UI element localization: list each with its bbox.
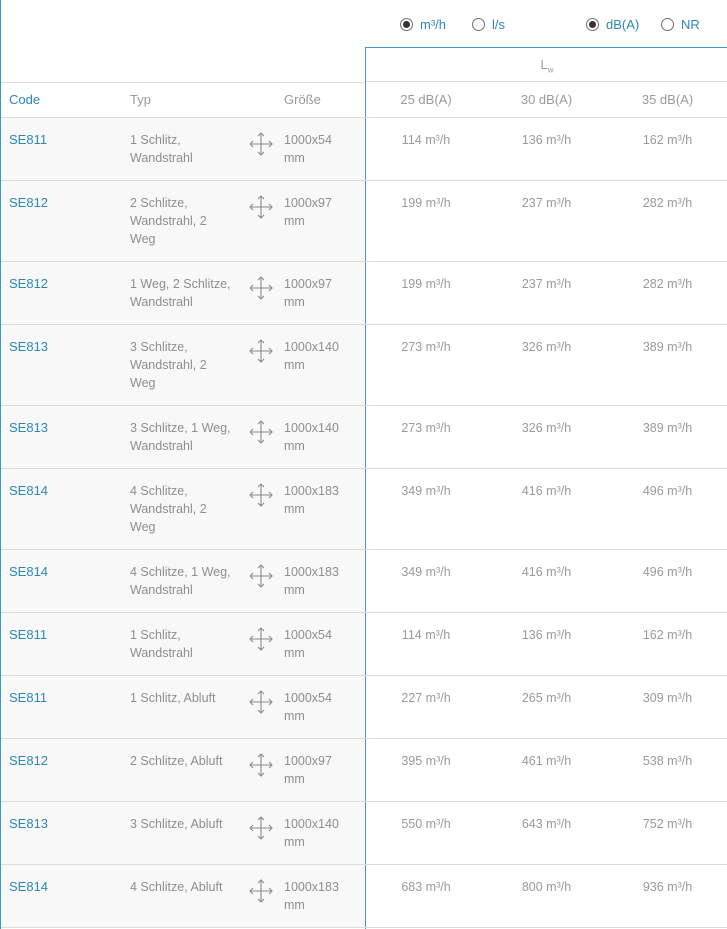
airflow-30dba: 326 m³/h [521, 421, 572, 435]
airflow-35dba: 162 m³/h [642, 628, 693, 642]
airflow-30dba: 136 m³/h [521, 628, 572, 642]
airflow-35dba: 538 m³/h [642, 754, 693, 768]
move-arrows-icon[interactable] [248, 626, 274, 652]
product-type: 4 Schlitze, Wandstrahl, 2 Weg [130, 484, 207, 534]
airflow-25dba: 199 m³/h [401, 277, 451, 291]
product-type: 3 Schlitze, Wandstrahl, 2 Weg [130, 340, 207, 390]
airflow-25dba: 349 m³/h [401, 565, 451, 579]
airflow-35dba: 389 m³/h [642, 340, 693, 354]
airflow-30dba: 416 m³/h [521, 565, 572, 579]
product-code-link[interactable]: SE812 [9, 753, 49, 768]
move-arrows-icon[interactable] [248, 563, 274, 589]
table-body [1, 118, 727, 928]
airflow-30dba: 416 m³/h [521, 484, 572, 498]
product-type: 1 Schlitz, Wandstrahl [130, 628, 193, 660]
noise-unit-nr-radio[interactable] [661, 17, 700, 32]
product-type: 4 Schlitze, 1 Weg, Wandstrahl [130, 565, 231, 597]
product-code-link[interactable]: SE811 [9, 132, 48, 147]
table-row [1, 676, 727, 739]
airflow-30dba: 237 m³/h [521, 277, 572, 291]
table-row [1, 325, 727, 406]
airflow-30dba: 265 m³/h [521, 691, 572, 705]
airflow-25dba: 550 m³/h [401, 817, 451, 831]
airflow-25dba: 683 m³/h [401, 880, 451, 894]
product-code-link[interactable]: SE814 [9, 564, 49, 579]
product-type: 2 Schlitze, Wandstrahl, 2 Weg [130, 196, 207, 246]
table-row [1, 181, 727, 262]
product-size: 1000x97 mm [284, 196, 332, 228]
product-size: 1000x54 mm [284, 628, 332, 660]
table-row [1, 865, 727, 928]
airflow-25dba: 395 m³/h [401, 754, 451, 768]
airflow-35dba: 496 m³/h [642, 484, 693, 498]
radio-indicator [472, 18, 485, 31]
airflow-35dba: 282 m³/h [642, 277, 693, 291]
move-arrows-icon[interactable] [248, 419, 274, 445]
move-arrows-icon[interactable] [248, 194, 274, 220]
product-code-link[interactable]: SE814 [9, 483, 49, 498]
airflow-25dba: 273 m³/h [401, 340, 451, 354]
product-code-link[interactable]: SE812 [9, 195, 49, 210]
product-type: 1 Schlitz, Abluft [130, 691, 216, 705]
product-size: 1000x183 mm [284, 484, 339, 516]
sound-power-level-header [366, 48, 727, 82]
move-arrows-icon[interactable] [248, 275, 274, 301]
airflow-35dba: 162 m³/h [642, 133, 693, 147]
airflow-25dba: 227 m³/h [401, 691, 451, 705]
table-header [1, 83, 727, 118]
column-header-size: Größe [284, 92, 321, 107]
product-code-link[interactable]: SE813 [9, 339, 49, 354]
airflow-30dba: 643 m³/h [521, 817, 572, 831]
radio-indicator [661, 18, 674, 31]
lw-base: L [540, 57, 548, 72]
airflow-25dba: 114 m³/h [401, 133, 451, 147]
move-arrows-icon[interactable] [248, 338, 274, 364]
unit-options-bar [1, 0, 727, 48]
table-row [1, 118, 727, 181]
product-size: 1000x183 mm [284, 565, 339, 597]
table-row [1, 613, 727, 676]
lw-sub: w [547, 65, 554, 75]
product-code-link[interactable]: SE811 [9, 690, 48, 705]
move-arrows-icon[interactable] [248, 689, 274, 715]
product-size: 1000x140 mm [284, 340, 339, 372]
airflow-30dba: 461 m³/h [521, 754, 572, 768]
airflow-30dba: 237 m³/h [521, 196, 572, 210]
radio-label: NR [681, 17, 700, 32]
airflow-35dba: 309 m³/h [642, 691, 693, 705]
move-arrows-icon[interactable] [248, 815, 274, 841]
airflow-25dba: 114 m³/h [401, 628, 451, 642]
column-header-typ: Typ [130, 92, 151, 107]
airflow-25dba: 349 m³/h [401, 484, 451, 498]
product-code-link[interactable]: SE813 [9, 420, 49, 435]
radio-label: m³/h [420, 17, 446, 32]
product-size: 1000x183 mm [284, 880, 339, 912]
airflow-30dba: 800 m³/h [521, 880, 572, 894]
column-header-code[interactable]: Code [9, 92, 41, 107]
product-size: 1000x97 mm [284, 754, 332, 786]
product-size: 1000x140 mm [284, 421, 339, 453]
product-code-link[interactable]: SE814 [9, 879, 49, 894]
product-size: 1000x97 mm [284, 277, 332, 309]
radio-indicator [400, 18, 413, 31]
table-row [1, 262, 727, 325]
airflow-35dba: 496 m³/h [642, 565, 693, 579]
airflow-35dba: 389 m³/h [642, 421, 693, 435]
airflow-35dba: 752 m³/h [642, 817, 693, 831]
table-row [1, 550, 727, 613]
product-type: 2 Schlitze, Abluft [130, 754, 223, 768]
airflow-30dba: 326 m³/h [521, 340, 572, 354]
table-row [1, 469, 727, 550]
column-header-30dba: 30 dB(A) [520, 92, 573, 107]
column-header-35dba: 35 dB(A) [641, 92, 694, 107]
airflow-25dba: 199 m³/h [401, 196, 451, 210]
noise-unit-dba-radio[interactable] [586, 17, 639, 32]
product-code-link[interactable]: SE812 [9, 276, 49, 291]
product-type: 3 Schlitze, 1 Weg, Wandstrahl [130, 421, 231, 453]
airflow-25dba: 273 m³/h [401, 421, 451, 435]
table-row [1, 802, 727, 865]
product-code-link[interactable]: SE813 [9, 816, 49, 831]
move-arrows-icon[interactable] [248, 131, 274, 157]
product-type: 1 Weg, 2 Schlitze, Wandstrahl [130, 277, 231, 309]
radio-label: l/s [492, 17, 505, 32]
product-code-link[interactable]: SE811 [9, 627, 48, 642]
airflow-35dba: 282 m³/h [642, 196, 693, 210]
radio-label: dB(A) [606, 17, 640, 32]
airflow-30dba: 136 m³/h [521, 133, 572, 147]
column-header-25dba: 25 dB(A) [400, 92, 452, 107]
product-size: 1000x54 mm [284, 691, 332, 723]
table-row [1, 406, 727, 469]
flow-unit-ls-radio[interactable] [472, 17, 505, 32]
product-type: 3 Schlitze, Abluft [130, 817, 223, 831]
airflow-35dba: 936 m³/h [642, 880, 693, 894]
flow-unit-m3h-radio[interactable] [400, 17, 446, 32]
radio-indicator [586, 18, 599, 31]
move-arrows-icon[interactable] [248, 752, 274, 778]
move-arrows-icon[interactable] [248, 482, 274, 508]
product-type: 4 Schlitze, Abluft [130, 880, 223, 894]
product-type: 1 Schlitz, Wandstrahl [130, 133, 193, 165]
move-arrows-icon[interactable] [248, 878, 274, 904]
table-row [1, 739, 727, 802]
product-size: 1000x140 mm [284, 817, 339, 849]
product-size: 1000x54 mm [284, 133, 332, 165]
